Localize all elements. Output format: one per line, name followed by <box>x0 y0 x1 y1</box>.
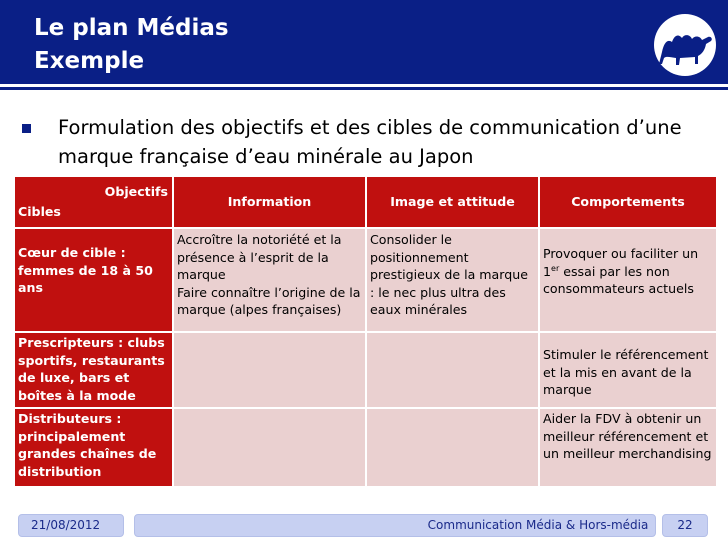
cell-image <box>366 408 539 487</box>
cell-information: Accroître la notoriété et la présence à l’esprit de la marque Faire connaître l’origine de la marque (alpes françaises) <box>173 228 366 332</box>
cell-behavior: Stimuler le référencement et la mis en avant de la marque <box>539 332 717 408</box>
table-header-row <box>14 176 717 228</box>
footer-date: 21/08/2012 <box>18 514 124 537</box>
footer-page-number: 22 <box>662 514 708 537</box>
cell-behavior: Aider la FDV à obtenir un meilleur référencement et un meilleur merchandising <box>539 408 717 487</box>
camel-logo-icon <box>650 12 720 78</box>
row-header-prescribers: Prescripteurs : clubs sportifs, restaurants de luxe, bars et boîtes à la mode <box>14 332 173 408</box>
column-header-behavior: Comportements <box>539 176 717 228</box>
media-plan-table <box>13 175 718 488</box>
cell-behavior: Provoquer ou faciliter un 1er essai par les non consommateurs actuels <box>539 228 717 332</box>
column-header-information: Information <box>173 176 366 228</box>
cell-information <box>173 332 366 408</box>
row-header-distributors: Distributeurs : principalement grandes chaînes de distribution <box>14 408 173 487</box>
table-corner-cell <box>14 176 173 228</box>
table-row <box>14 228 717 332</box>
corner-targets-label: Cibles <box>18 204 61 220</box>
bullet-text: Formulation des objectifs et des cibles de communication d’une marque française d’eau minérale au Japon <box>58 116 682 168</box>
table-row <box>14 408 717 487</box>
title-line-2: Exemple <box>34 48 145 74</box>
row-header-core-target: Cœur de cible : femmes de 18 à 50 ans <box>14 228 173 332</box>
square-bullet-icon <box>22 124 31 133</box>
cell-information <box>173 408 366 487</box>
title-line-1: Le plan Médias <box>34 15 229 41</box>
slide-header <box>0 0 728 87</box>
footer-title: Communication Média & Hors-média <box>427 518 649 532</box>
table-row <box>14 332 717 408</box>
corner-objectives-label: Objectifs <box>104 184 168 199</box>
cell-image: Consolider le positionnement prestigieux de la marque : le nec plus ultra des eaux minérales <box>366 228 539 332</box>
slide-title <box>34 12 229 78</box>
cell-image <box>366 332 539 408</box>
column-header-image: Image et attitude <box>366 176 539 228</box>
